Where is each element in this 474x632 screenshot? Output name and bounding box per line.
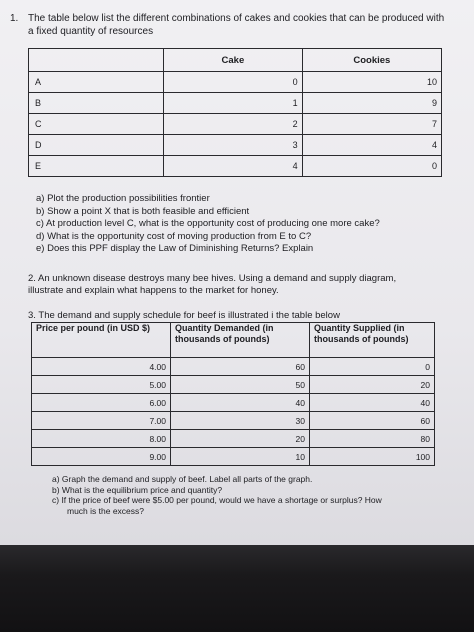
beef-schedule-table xyxy=(31,322,435,466)
question-3-subquestions xyxy=(52,474,382,516)
qs-value: 0 xyxy=(310,358,435,376)
qs-value: 80 xyxy=(310,430,435,448)
cookies-value: 9 xyxy=(302,93,441,114)
qd-value: 20 xyxy=(171,430,310,448)
qd-value: 30 xyxy=(171,412,310,430)
qs-value: 20 xyxy=(310,376,435,394)
price-value: 9.00 xyxy=(32,448,171,466)
table-row xyxy=(32,358,435,376)
table-header-cookies: Cookies xyxy=(302,49,441,72)
list-item: a) Plot the production possibilities frontier xyxy=(36,193,210,204)
list-item: a) Graph the demand and supply of beef. Label all parts of the graph. xyxy=(52,474,313,484)
list-item: much is the excess? xyxy=(67,505,145,516)
table-row xyxy=(32,394,435,412)
cakes-cookies-table xyxy=(28,48,442,177)
list-item: b) Show a point X that is both feasible and efficient xyxy=(36,205,250,217)
row-label: A xyxy=(29,72,164,93)
table-row xyxy=(29,114,442,135)
price-value: 7.00 xyxy=(32,412,171,430)
cake-value: 2 xyxy=(164,114,303,135)
question-3-text: 3. The demand and supply schedule for beef is illustrated i the table below xyxy=(28,310,340,321)
list-item: c) If the price of beef were $5.00 per pound, would we have a shortage or surplus? How xyxy=(52,495,382,505)
dark-background xyxy=(0,545,474,632)
qs-value: 60 xyxy=(310,412,435,430)
table-header-cake: Cake xyxy=(164,49,303,72)
row-label: C xyxy=(29,114,164,135)
question-1-subquestions xyxy=(36,193,380,256)
table-row xyxy=(32,376,435,394)
qs-value: 100 xyxy=(310,448,435,466)
table-row xyxy=(32,430,435,448)
cookies-value: 4 xyxy=(302,135,441,156)
cake-value: 0 xyxy=(164,72,303,93)
cake-value: 1 xyxy=(164,93,303,114)
qd-value: 40 xyxy=(171,394,310,412)
cookies-value: 10 xyxy=(302,72,441,93)
table-header-qs: Quantity Supplied (in thousands of pounds) xyxy=(310,323,435,358)
qd-value: 10 xyxy=(171,448,310,466)
list-item: e) Does this PPF display the Law of Diminishing Returns? Explain xyxy=(36,243,314,254)
price-value: 4.00 xyxy=(32,358,171,376)
table-header-blank xyxy=(29,49,164,72)
list-item: b) What is the equilibrium price and quantity? xyxy=(52,484,223,495)
cake-value: 3 xyxy=(164,135,303,156)
question-1-number: 1. xyxy=(10,13,19,24)
price-value: 8.00 xyxy=(32,430,171,448)
table-row xyxy=(29,135,442,156)
price-value: 5.00 xyxy=(32,376,171,394)
table-header-price: Price per pound (in USD $) xyxy=(32,323,171,358)
list-item: c) At production level C, what is the opportunity cost of producing one more cake? xyxy=(36,218,380,229)
table-row xyxy=(32,448,435,466)
cake-value: 4 xyxy=(164,156,303,177)
table-row xyxy=(29,93,442,114)
qs-value: 40 xyxy=(310,394,435,412)
cookies-value: 0 xyxy=(302,156,441,177)
table-row xyxy=(29,72,442,93)
table-row xyxy=(29,156,442,177)
cookies-value: 7 xyxy=(302,114,441,135)
qd-value: 50 xyxy=(171,376,310,394)
question-1-text: The table below list the different combinations of cakes and cookies that can be produced with a fixed quantity of resources xyxy=(28,13,445,37)
row-label: E xyxy=(29,156,164,177)
row-label: B xyxy=(29,93,164,114)
price-value: 6.00 xyxy=(32,394,171,412)
row-label: D xyxy=(29,135,164,156)
qd-value: 60 xyxy=(171,358,310,376)
table-row xyxy=(32,412,435,430)
question-2-text: 2. An unknown disease destroys many bee hives. Using a demand and supply diagram, illustrate and explain what happens to the market for honey. xyxy=(28,273,397,296)
table-header-row xyxy=(32,323,435,358)
table-header-qd: Quantity Demanded (in thousands of pounds) xyxy=(171,323,310,358)
table-header-row xyxy=(29,49,442,72)
list-item: d) What is the opportunity cost of moving production from E to C? xyxy=(36,230,312,242)
